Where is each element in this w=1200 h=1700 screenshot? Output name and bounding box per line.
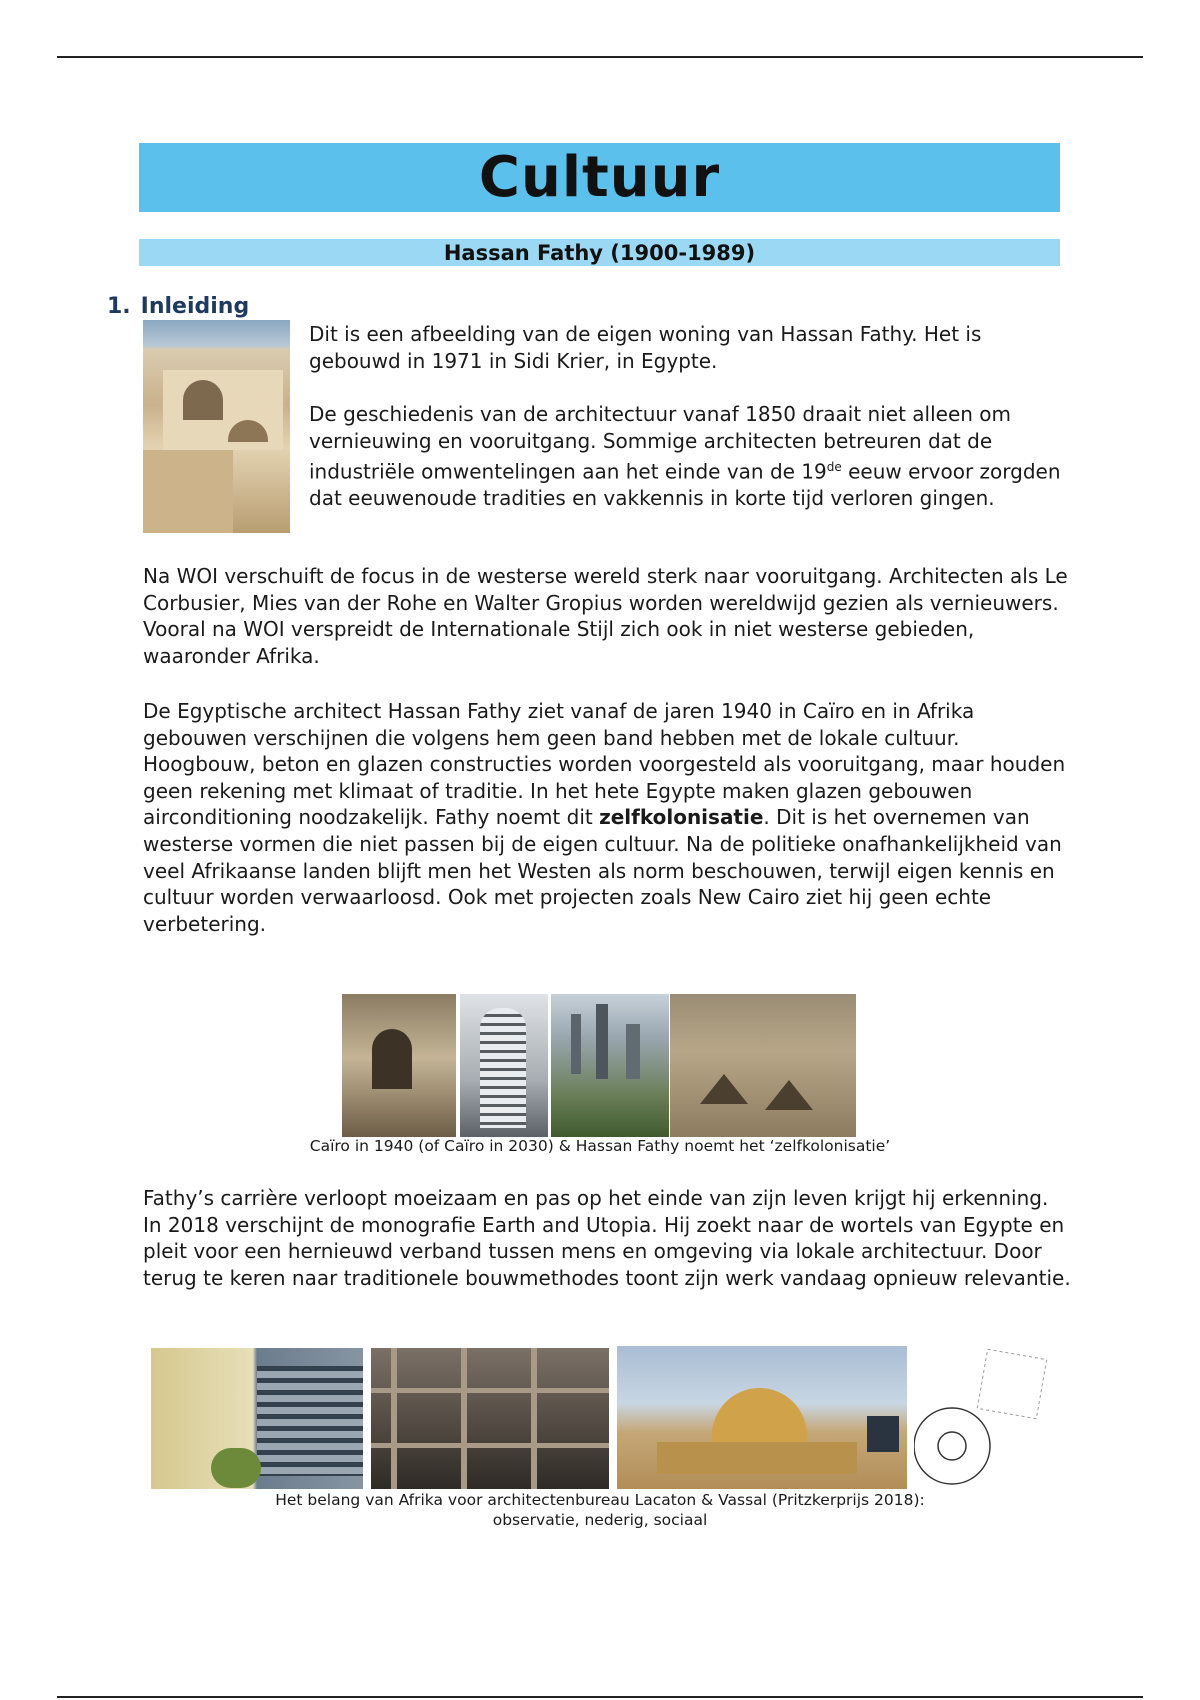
- top-rule: [57, 56, 1143, 58]
- bottom-rule: [57, 1696, 1143, 1698]
- paragraph-woi: Na WOI verschuift de focus in de westerse wereld sterk naar vooruitgang. Architecten als Le Corbusier, Mies van der Rohe en Walter Gropius worden wereldwijd gezien als vernieuwers. Vooral na WOI verspreidt de Internationale Stijl zich ook in niet westerse gebieden, waaronder Afrika.: [143, 564, 1068, 668]
- paragraph-intro-1: Dit is een afbeelding van de eigen woning van Hassan Fathy. Het is gebouwd in 1971 in Sidi Krier, in Egypte.: [309, 322, 982, 373]
- paragraph-intro-2: De geschiedenis van de architectuur vanaf 1850 draait niet alleen om vernieuwing en vooruitgang. Sommige architecten betreuren dat de industriële omwentelingen aan het einde van de 19de eeuw ervoor zorgden dat eeuwenoude tradities en vakkennis in korte tijd verloren gingen.: [309, 402, 1061, 511]
- pyramids-aerial-photo: [670, 994, 856, 1137]
- new-cairo-photo: [551, 994, 669, 1137]
- cairo-1940-photo: [342, 994, 456, 1137]
- fathy-house-photo: [143, 320, 290, 533]
- circle-diagram: [914, 1346, 1054, 1496]
- paragraph-career: Fathy’s carrière verloopt moeizaam en pas op het einde van zijn leven krijgt hij erkenning. In 2018 verschijnt de monografie Earth and Utopia. Hij zoekt naar de wortels van Egypte en pleit voor een hernieuwd verband tussen mens en omgeving via lokale architectuur. Door terug te keren naar traditionele bouwmethodes toont zijn werk vandaag opnieuw relevantie.: [143, 1186, 1071, 1290]
- african-dome-photo: [617, 1346, 907, 1489]
- page-title: Cultuur: [478, 145, 721, 210]
- term-zelfkolonisatie: zelfkolonisatie: [599, 805, 764, 830]
- page-subtitle: Hassan Fathy (1900-1989): [443, 240, 756, 265]
- superscript-de: de: [826, 460, 842, 475]
- section-heading: [107, 294, 249, 319]
- title-banner: [139, 143, 1060, 212]
- paragraph-zelfkolonisatie: De Egyptische architect Hassan Fathy ziet vanaf de jaren 1940 in Caïro en in Afrika gebouwen verschijnen die volgens hem geen band hebben met de lokale cultuur. Hoogbouw, beton en glazen constructies worden voorgesteld als vooruitgang, maar houden geen rekening met klimaat of traditie. In het hete Egypte maken glazen gebouwen airconditioning noodzakelijk. Fathy noemt dit zelfkolonisatie. Dit is het overnemen van westerse vormen die niet passen bij de eigen cultuur. Na de politieke onafhankelijkheid van veel Afrikaanse landen blijft men het Westen als norm beschouwen, terwijl eigen kennis en cultuur worden verwaarloosd. Ook met projecten zoals New Cairo ziet hij geen echte verbetering.: [143, 699, 1066, 936]
- section-title: Inleiding: [140, 294, 250, 319]
- interior-structure-photo: [371, 1348, 609, 1489]
- subtitle-banner: [139, 239, 1060, 266]
- caption-cairo: Caïro in 1940 (of Caïro in 2030) & Hassan Fathy noemt het ‘zelfkolonisatie’: [309, 1137, 891, 1155]
- cairo-tower-photo: [460, 994, 548, 1137]
- section-number: 1.: [107, 294, 131, 319]
- housing-transformation-photo: [151, 1348, 363, 1489]
- caption-lacaton: Het belang van Afrika voor architectenbureau Lacaton & Vassal (Pritzkerprijs 2018): observatie, nederig, sociaal: [275, 1491, 925, 1529]
